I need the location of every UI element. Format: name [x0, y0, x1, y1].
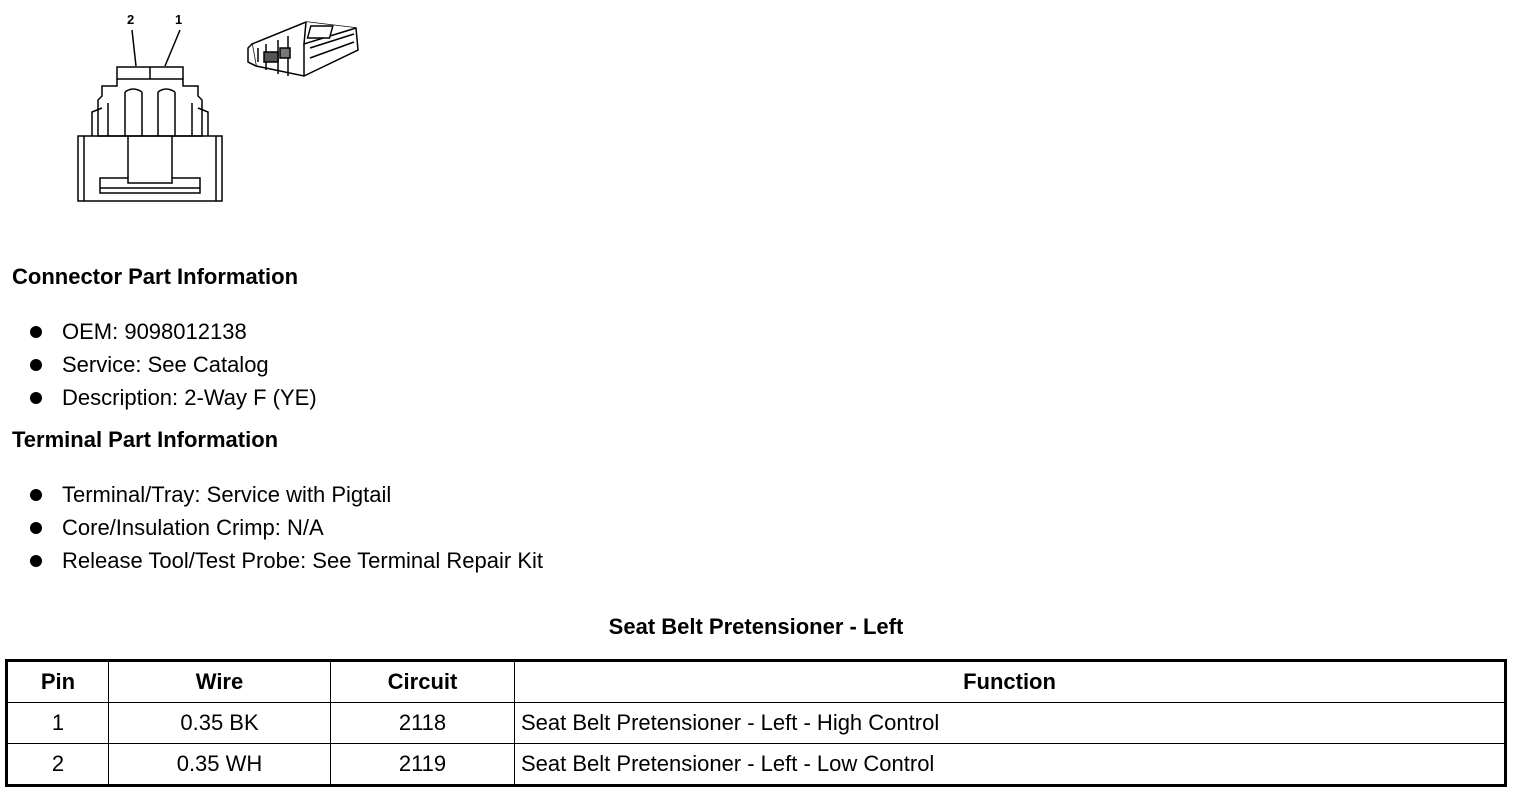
list-item-text: OEM: 9098012138	[62, 319, 247, 344]
bullet-icon	[30, 489, 42, 501]
connector-face-icon	[70, 8, 230, 208]
terminal-part-info-list	[28, 478, 543, 577]
connector-isometric-icon	[244, 14, 362, 88]
list-item	[28, 478, 543, 511]
table-row	[7, 744, 1506, 786]
bullet-icon	[30, 522, 42, 534]
pin-label-2: 2	[127, 12, 135, 27]
list-item	[28, 381, 317, 414]
bullet-icon	[30, 555, 42, 567]
table-row	[7, 703, 1506, 744]
list-item-text: Release Tool/Test Probe: See Terminal Repair Kit	[62, 548, 543, 573]
bullet-icon	[30, 392, 42, 404]
list-item-text: Service: See Catalog	[62, 352, 269, 377]
column-header-pin: Pin	[7, 661, 109, 703]
wire-cell: 0.35 BK	[109, 703, 331, 744]
function-cell: Seat Belt Pretensioner - Left - High Control	[515, 703, 1506, 744]
list-item-text: Core/Insulation Crimp: N/A	[62, 515, 324, 540]
list-item-text: Terminal/Tray: Service with Pigtail	[62, 482, 392, 507]
table-header-row	[7, 661, 1506, 703]
pin-cell: 2	[7, 744, 109, 786]
list-item	[28, 315, 317, 348]
pin-cell: 1	[7, 703, 109, 744]
circuit-cell: 2118	[331, 703, 515, 744]
column-header-wire: Wire	[109, 661, 331, 703]
pin-label-1: 1	[175, 12, 183, 27]
bullet-icon	[30, 359, 42, 371]
pin-table-title: Seat Belt Pretensioner - Left	[608, 614, 904, 639]
pin-table	[5, 659, 1507, 787]
connector-part-info-list	[28, 315, 317, 414]
list-item-text: Description: 2-Way F (YE)	[62, 385, 317, 410]
circuit-cell: 2119	[331, 744, 515, 786]
function-cell: Seat Belt Pretensioner - Left - Low Control	[515, 744, 1506, 786]
terminal-part-info-heading: Terminal Part Information	[12, 427, 279, 452]
connector-face-diagram	[70, 8, 230, 208]
wire-cell: 0.35 WH	[109, 744, 331, 786]
list-item	[28, 511, 543, 544]
list-item	[28, 544, 543, 577]
column-header-circuit: Circuit	[331, 661, 515, 703]
list-item	[28, 348, 317, 381]
column-header-function: Function	[515, 661, 1506, 703]
connector-part-info-heading: Connector Part Information	[12, 264, 299, 289]
bullet-icon	[30, 326, 42, 338]
